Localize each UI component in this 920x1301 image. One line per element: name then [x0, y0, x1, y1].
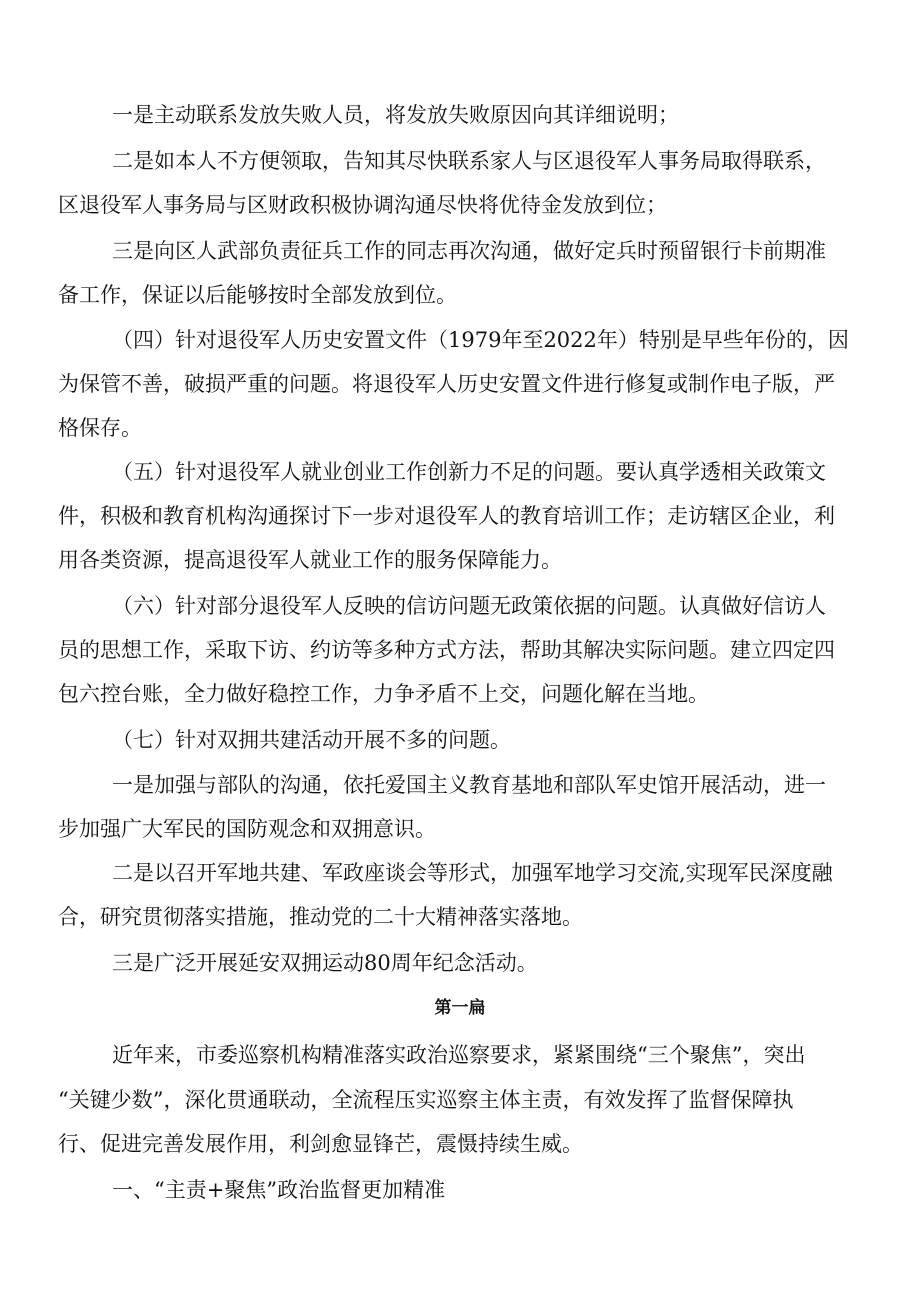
- paragraph-line: 一是主动联系发放失败人员，将发放失败原因向其详细说明；: [112, 103, 679, 127]
- paragraph-line: 区退役军人事务局与区财政积极协调沟通尽快将优待金发放到位；: [58, 193, 667, 217]
- paragraph-line: （五）针对退役军人就业创业工作创新力不足的问题。要认真学透相关政策文: [112, 460, 826, 484]
- paragraph-line: 员的思想工作，采取下访、约访等多种方式方法，帮助其解决实际问题。建立四定四: [58, 638, 835, 662]
- paragraph-line: “关键少数”，深化贯通联动，全流程压实巡察主体主责，有效发挥了监督保障执: [58, 1088, 794, 1112]
- section-title: 第一扁: [434, 998, 486, 1018]
- paragraph-line: 件，积极和教育机构沟通探讨下一步对退役军人的教育培训工作；走访辖区企业，利: [58, 504, 835, 528]
- paragraph-line: 为保管不善，破损严重的问题。将退役军人历史安置文件进行修复或制作电子版，严: [58, 372, 835, 396]
- paragraph-line: 二是如本人不方便领取，告知其尽快联系家人与区退役军人事务局取得联系，: [112, 149, 826, 173]
- paragraph-line: （四）针对退役军人历史安置文件（1979年至2022年）特别是早些年份的，因: [112, 328, 849, 352]
- paragraph-line: 二是以召开军地共建、军政座谈会等形式，加强军地学习交流,实现军民深度融: [112, 861, 833, 885]
- paragraph-line: 包六控台账，全力做好稳控工作，力争矛盾不上交，问题化解在当地。: [58, 682, 709, 706]
- paragraph-line: 三是向区人武部负责征兵工作的同志再次沟通，做好定兵时预留银行卡前期准: [112, 239, 826, 263]
- paragraph-line: 近年来，市委巡察机构精准落实政治巡察要求，紧紧围绕“三个聚焦”，突出: [112, 1043, 806, 1067]
- paragraph-line: 行、促进完善发展作用，利剑愈显锋芒，震慑持续生威。: [58, 1132, 583, 1156]
- paragraph-line: 用各类资源，提高退役军人就业工作的服务保障能力。: [58, 548, 562, 572]
- paragraph-line: 备工作，保证以后能够按时全部发放到位。: [58, 283, 457, 307]
- paragraph-line: 格保存。: [58, 416, 142, 440]
- paragraph-line: 一是加强与部队的沟通，依托爱国主义教育基地和部队军史馆开展活动，进一: [112, 773, 826, 797]
- paragraph-line: （六）针对部分退役军人反映的信访问题无政策依据的问题。认真做好信访人: [112, 594, 826, 618]
- paragraph-line: 一、“主责+聚焦”政治监督更加精准: [112, 1178, 446, 1202]
- paragraph-line: 三是广泛开展延安双拥运动80周年纪念活动。: [112, 951, 538, 975]
- paragraph-line: 步加强广大军民的国防观念和双拥意识。: [58, 817, 436, 841]
- paragraph-line: （七）针对双拥共建活动开展不多的问题。: [112, 728, 511, 752]
- paragraph-line: 合，研究贯彻落实措施，推动党的二十大精神落实落地。: [58, 905, 583, 929]
